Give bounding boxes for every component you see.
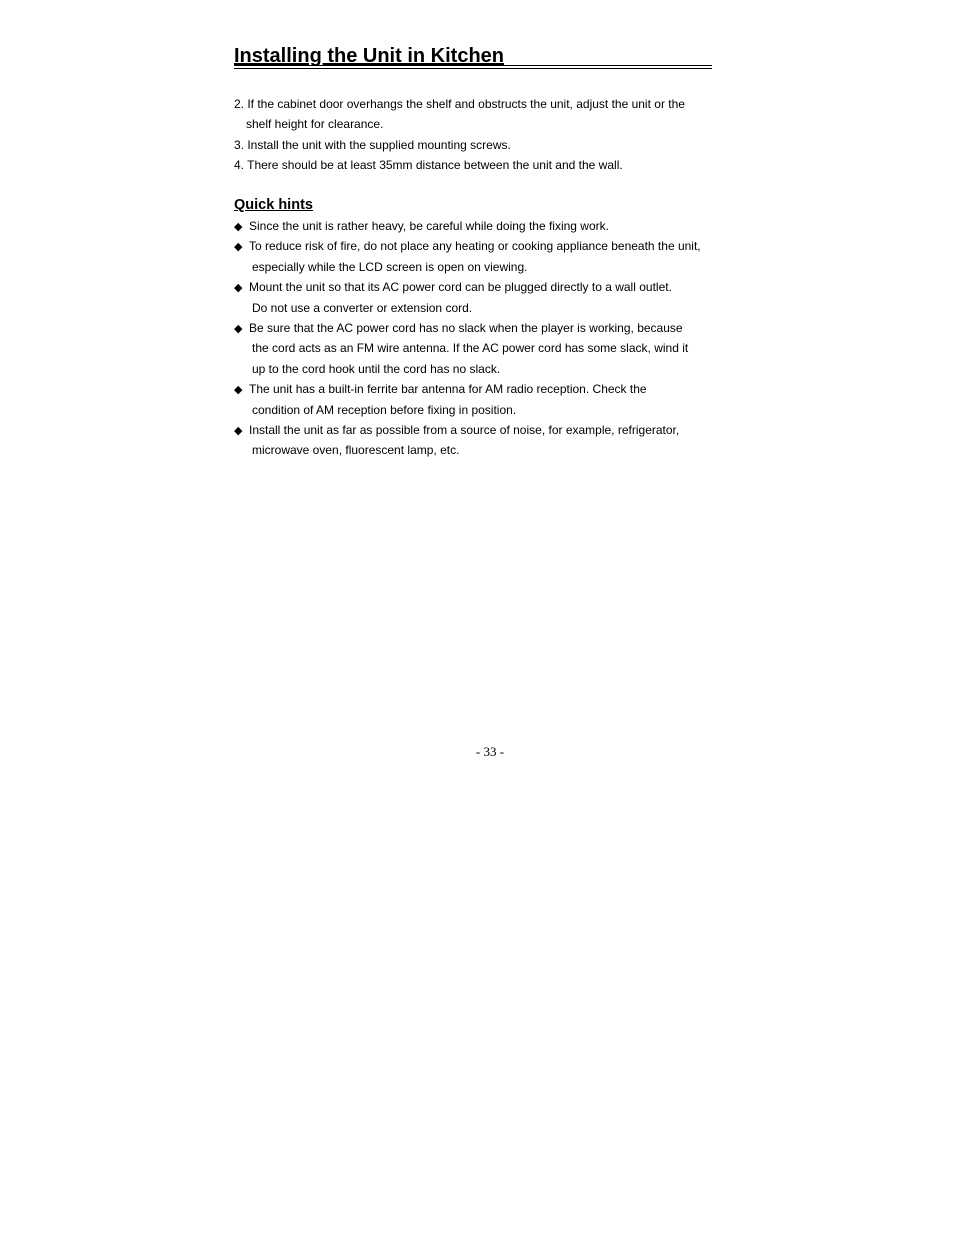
hint-text: The unit has a built-in ferrite bar antenna for AM radio reception. Check the xyxy=(249,382,647,397)
quick-hints-list xyxy=(234,216,734,461)
hint-item xyxy=(234,277,734,297)
hint-text: Be sure that the AC power cord has no slack when the player is working, because xyxy=(249,320,683,335)
hint-text: Mount the unit so that its AC power cord can be plugged directly to a wall outlet. xyxy=(249,280,672,295)
page-number: - 33 - xyxy=(475,744,505,759)
hint-item xyxy=(234,216,734,236)
step-2-line-1: 2. If the cabinet door overhangs the shelf and obstructs the unit, adjust the unit or the xyxy=(234,97,685,111)
title-underline-rule xyxy=(234,65,712,66)
diamond-bullet-icon: ◆ xyxy=(234,221,243,233)
quick-hints-heading: Quick hints xyxy=(234,197,313,213)
hint-item xyxy=(234,379,734,399)
hint-continuation: condition of AM reception before fixing in position. xyxy=(252,402,517,417)
hint-continuation: the cord acts as an FM wire antenna. If the AC power cord has some slack, wind it xyxy=(252,341,689,356)
hint-continuation: microwave oven, fluorescent lamp, etc. xyxy=(252,443,460,458)
hint-item xyxy=(234,236,734,256)
diamond-bullet-icon: ◆ xyxy=(234,322,243,335)
diamond-bullet-icon: ◆ xyxy=(234,384,243,397)
diamond-bullet-icon: ◆ xyxy=(234,282,243,295)
hint-text: Install the unit as far as possible from a source of noise, for example, refrigerator, xyxy=(249,422,680,437)
page-title: Installing the Unit in Kitchen xyxy=(234,45,504,67)
installation-steps xyxy=(234,94,734,176)
hint-continuation: up to the cord hook until the cord has no slack. xyxy=(252,361,501,376)
hint-text: To reduce risk of fire, do not place any heating or cooking appliance beneath the unit, xyxy=(249,239,701,254)
hint-item xyxy=(234,420,734,440)
hint-continuation: especially while the LCD screen is open on viewing. xyxy=(252,259,528,274)
step-4: 4. There should be at least 35mm distance between the unit and the wall. xyxy=(234,158,623,173)
hint-continuation: Do not use a converter or extension cord. xyxy=(252,300,473,315)
diamond-bullet-icon: ◆ xyxy=(234,424,243,437)
step-2-line-2: shelf height for clearance. xyxy=(246,117,384,132)
hint-item xyxy=(234,318,734,338)
title-underline-rule-double xyxy=(234,68,712,69)
step-3: 3. Install the unit with the supplied mounting screws. xyxy=(234,137,511,152)
diamond-bullet-icon: ◆ xyxy=(234,241,243,254)
hint-text: Since the unit is rather heavy, be careful while doing the fixing work. xyxy=(249,219,609,233)
